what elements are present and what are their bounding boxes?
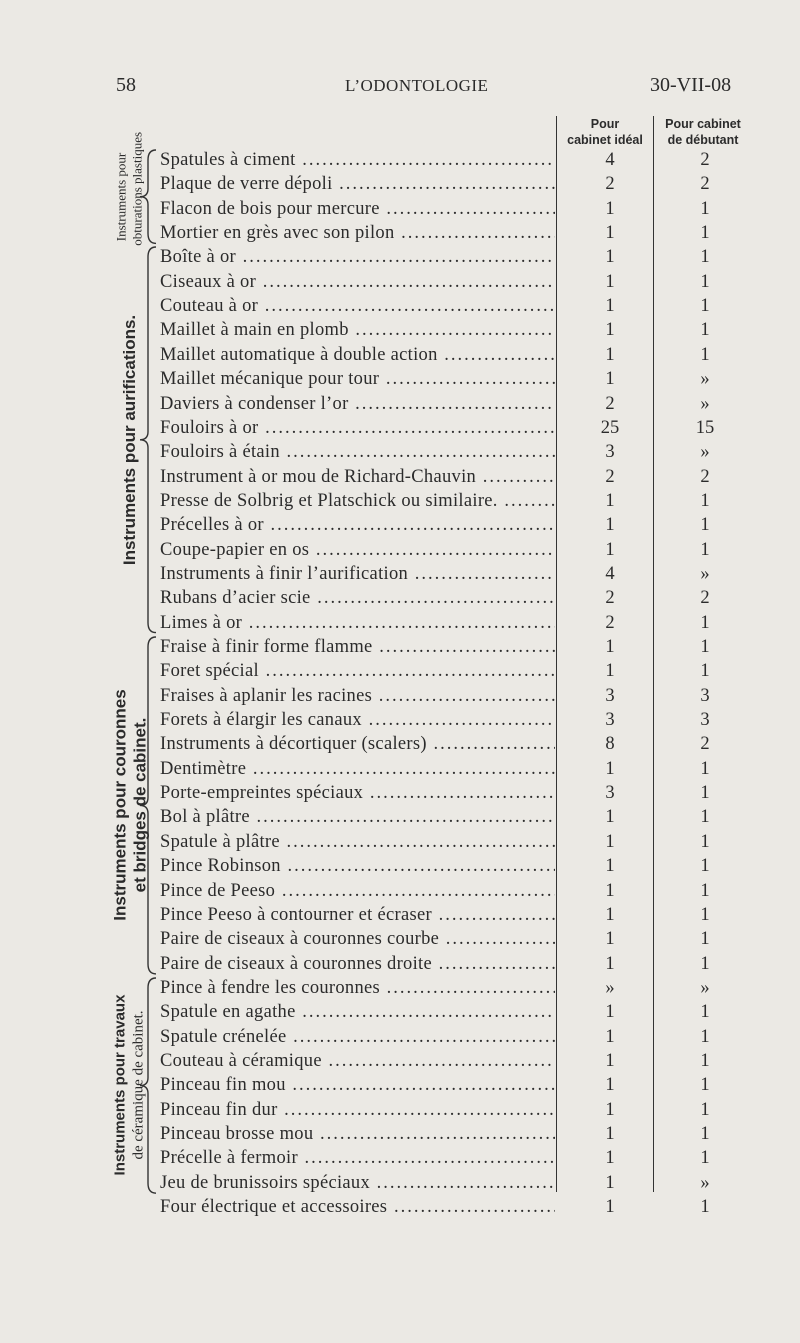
item-label: Spatule en agathe .....	[160, 1000, 555, 1024]
table-row	[160, 562, 750, 586]
qty-ideal: 1	[605, 320, 615, 341]
running-title: L’ODONTOLOGIE	[345, 76, 489, 95]
item-label: Fouloirs à étain .....	[160, 440, 555, 464]
qty-ideal: 3	[605, 710, 615, 731]
qty-debutant: 3	[700, 685, 710, 706]
qty-ideal: 1	[605, 1002, 615, 1023]
qty-ideal: 2	[605, 174, 615, 195]
item-label: Plaque de verre dépoli .....	[160, 172, 555, 196]
table-row	[160, 416, 750, 440]
qty-ideal: 1	[605, 1050, 615, 1071]
table-row	[160, 294, 750, 318]
qty-ideal: 1	[605, 344, 615, 365]
table-row	[160, 732, 750, 756]
qty-ideal: 1	[605, 953, 615, 974]
table-row	[160, 805, 750, 829]
item-label: Instrument à or mou de Richard-Chauvin .....	[160, 465, 555, 489]
table-row	[160, 270, 750, 294]
table-row	[160, 879, 750, 903]
item-label: Limes à or .....	[160, 611, 555, 635]
group-label-line: et bridges de cabinet.	[130, 718, 150, 893]
group-label-line: Instruments pour	[113, 152, 129, 241]
qty-ideal: 3	[605, 685, 615, 706]
qty-debutant: 1	[700, 637, 710, 657]
item-label: Mortier en grès avec son pilon .....	[160, 221, 555, 245]
qty-ideal: 2	[605, 612, 615, 633]
table-row	[160, 245, 750, 269]
group-label	[112, 976, 148, 1195]
table-row	[160, 318, 750, 342]
item-label: Instruments à décortiquer (scalers) .....	[160, 732, 555, 756]
item-label: Four électrique et accessoires .....	[160, 1195, 555, 1219]
item-label: Bol à plâtre .....	[160, 805, 555, 829]
item-label: Maillet à main en plomb .....	[160, 318, 555, 342]
qty-debutant: 2	[700, 174, 710, 195]
item-label: Flacon de bois pour mercure .....	[160, 197, 555, 221]
table-row	[160, 172, 750, 196]
table-row	[160, 952, 750, 976]
qty-ideal: 4	[605, 150, 615, 170]
table-row	[160, 465, 750, 489]
table-row	[160, 976, 750, 1000]
item-label: Fraise à finir forme flamme .....	[160, 635, 555, 659]
qty-ideal: 2	[605, 466, 615, 487]
qty-debutant: 1	[700, 1099, 710, 1120]
qty-ideal: 1	[605, 637, 615, 657]
group-label-line: Instruments pour aurifications.	[120, 315, 139, 566]
issue-date: 30-VII-08	[650, 74, 732, 96]
group-label-line: Instruments pour travaux	[111, 995, 129, 1176]
table-row	[160, 757, 750, 781]
qty-ideal: 1	[605, 296, 615, 317]
table-row	[160, 684, 750, 708]
table-row	[160, 781, 750, 805]
table-row	[160, 440, 750, 464]
table-row	[160, 1122, 750, 1146]
qty-ideal: 1	[605, 880, 615, 901]
table-row	[160, 221, 750, 245]
table-row	[160, 148, 750, 172]
table-row	[160, 586, 750, 610]
qty-ideal: 1	[605, 807, 615, 828]
qty-ideal: 1	[605, 661, 615, 682]
table-row	[160, 1000, 750, 1024]
qty-ideal: 1	[605, 831, 615, 852]
qty-ideal: 1	[605, 223, 615, 244]
qty-debutant: 1	[700, 831, 710, 852]
item-label: Pinceau brosse mou .....	[160, 1122, 555, 1146]
qty-ideal: 1	[605, 1124, 615, 1144]
qty-debutant: 3	[700, 710, 710, 731]
item-label: Ciseaux à or .....	[160, 270, 555, 294]
table-row	[160, 489, 750, 513]
qty-debutant: 1	[700, 344, 710, 365]
qty-ideal: 1	[605, 198, 615, 219]
item-label: Jeu de brunissoirs spéciaux .....	[160, 1171, 555, 1195]
item-label: Paire de ciseaux à couronnes droite .....	[160, 952, 555, 976]
qty-debutant: 1	[700, 929, 710, 950]
qty-debutant: 1	[700, 783, 710, 804]
qty-debutant: 1	[700, 1002, 710, 1023]
qty-ideal: 1	[605, 515, 615, 536]
group-label	[120, 245, 140, 635]
qty-debutant: 1	[700, 490, 710, 511]
qty-debutant: 2	[700, 588, 710, 609]
item-label: Presse de Solbrig et Platschick ou similaire. .....	[160, 489, 555, 513]
qty-ideal: 3	[605, 783, 615, 804]
qty-ideal: 1	[605, 490, 615, 511]
page-number: 58	[116, 74, 136, 96]
table-row	[160, 392, 750, 416]
qty-debutant: 1	[700, 1124, 710, 1144]
item-label: Pince Peeso à contourner et écraser .....	[160, 903, 555, 927]
table-row	[160, 708, 750, 732]
qty-debutant: 1	[700, 904, 710, 925]
qty-ideal: 1	[605, 369, 615, 390]
qty-debutant: 1	[700, 1050, 710, 1071]
qty-debutant: »	[700, 442, 710, 463]
qty-debutant: 1	[700, 758, 710, 779]
item-label: Pince de Peeso .....	[160, 879, 555, 903]
table-row	[160, 1098, 750, 1122]
table-row	[160, 538, 750, 562]
item-label: Rubans d’acier scie .....	[160, 586, 555, 610]
qty-debutant: 1	[700, 807, 710, 828]
qty-debutant: 1	[700, 953, 710, 974]
qty-ideal: 1	[605, 1148, 615, 1169]
qty-debutant: 1	[700, 1148, 710, 1169]
qty-debutant: 1	[700, 661, 710, 682]
qty-debutant: 1	[700, 247, 710, 268]
qty-ideal: 1	[605, 539, 615, 560]
item-label: Précelles à or .....	[160, 513, 555, 537]
qty-ideal: 1	[605, 929, 615, 950]
qty-debutant: 1	[700, 320, 710, 341]
item-label: Fraises à aplanir les racines .....	[160, 684, 555, 708]
qty-debutant: 1	[700, 223, 710, 244]
item-label: Spatule à plâtre .....	[160, 830, 555, 854]
qty-debutant: 1	[700, 296, 710, 317]
item-label: Pinceau fin dur .....	[160, 1098, 555, 1122]
item-label: Coupe-papier en os .....	[160, 538, 555, 562]
qty-debutant: 2	[700, 466, 710, 487]
qty-debutant: 2	[700, 734, 710, 755]
item-label: Spatule crénelée .....	[160, 1025, 555, 1049]
item-label: Daviers à condenser l’or .....	[160, 392, 555, 416]
qty-debutant: 1	[700, 271, 710, 292]
table-row	[160, 611, 750, 635]
item-label: Pince à fendre les couronnes .....	[160, 976, 555, 1000]
table-row	[160, 854, 750, 878]
qty-ideal: 1	[605, 1026, 615, 1047]
qty-ideal: 1	[605, 1099, 615, 1120]
column-header-debutant: Pour cabinet de débutant	[665, 117, 741, 147]
table-row	[160, 513, 750, 537]
qty-ideal: 25	[600, 417, 620, 438]
item-label: Pinceau fin mou .....	[160, 1073, 555, 1097]
qty-ideal: 1	[605, 904, 615, 925]
table-row	[160, 1195, 750, 1219]
qty-debutant: 1	[700, 1197, 710, 1218]
qty-debutant: 1	[700, 1026, 710, 1047]
qty-debutant: 1	[700, 515, 710, 536]
table-row	[160, 343, 750, 367]
table-row	[160, 197, 750, 221]
qty-ideal: 1	[605, 1075, 615, 1096]
qty-debutant: »	[700, 977, 710, 998]
item-label: Instruments à finir l’aurification .....	[160, 562, 555, 586]
qty-debutant: »	[700, 1172, 710, 1193]
qty-ideal: 3	[605, 442, 615, 463]
qty-ideal: 8	[605, 734, 615, 755]
qty-ideal: 1	[605, 758, 615, 779]
item-label: Porte-empreintes spéciaux .....	[160, 781, 555, 805]
qty-ideal: 1	[605, 247, 615, 268]
qty-ideal: 4	[605, 563, 615, 584]
item-label: Foret spécial .....	[160, 659, 555, 683]
qty-ideal: 1	[605, 856, 615, 877]
item-label: Paire de ciseaux à couronnes courbe .....	[160, 927, 555, 951]
qty-debutant: 1	[700, 880, 710, 901]
qty-debutant: 2	[700, 150, 710, 170]
item-label: Fouloirs à or .....	[160, 416, 555, 440]
item-label: Dentimètre .....	[160, 757, 555, 781]
item-label: Boîte à or .....	[160, 245, 555, 269]
item-label: Précelle à fermoir .....	[160, 1146, 555, 1170]
table-row	[160, 1025, 750, 1049]
item-label: Pince Robinson .....	[160, 854, 555, 878]
qty-ideal: 1	[605, 1197, 615, 1218]
column-header-ideal: Pour cabinet idéal	[567, 117, 643, 147]
group-label	[110, 635, 150, 976]
qty-ideal: 2	[605, 393, 615, 414]
qty-ideal: 1	[605, 1172, 615, 1193]
qty-ideal: »	[605, 977, 615, 998]
qty-ideal: 1	[605, 271, 615, 292]
item-label: Couteau à céramique .....	[160, 1049, 555, 1073]
group-label-line: de céramique de cabinet.	[130, 1010, 147, 1161]
table-row	[160, 1146, 750, 1170]
table-row	[160, 903, 750, 927]
table-row	[160, 1049, 750, 1073]
table-row	[160, 830, 750, 854]
qty-debutant: 1	[700, 539, 710, 560]
table-row	[160, 1171, 750, 1195]
item-label: Maillet mécanique pour tour .....	[160, 367, 555, 391]
table-row	[160, 367, 750, 391]
qty-debutant: 1	[700, 198, 710, 219]
table-row	[160, 927, 750, 951]
qty-debutant: »	[700, 369, 710, 390]
group-label	[113, 131, 146, 246]
table-row	[160, 635, 750, 659]
qty-debutant: 1	[700, 856, 710, 877]
item-label: Maillet automatique à double action .....	[160, 343, 555, 367]
qty-debutant: »	[700, 563, 710, 584]
qty-debutant: 1	[700, 612, 710, 633]
item-label: Couteau à or .....	[160, 294, 555, 318]
item-label: Forets à élargir les canaux .....	[160, 708, 555, 732]
group-label-line: Instruments pour couronnes	[110, 689, 130, 922]
item-label: Spatules à ciment .....	[160, 148, 555, 172]
table-row	[160, 1073, 750, 1097]
group-label-line: obturations plastiques	[129, 131, 145, 246]
table-row	[160, 659, 750, 683]
qty-debutant: 15	[695, 417, 715, 438]
qty-debutant: »	[700, 393, 710, 414]
qty-ideal: 2	[605, 588, 615, 609]
qty-debutant: 1	[700, 1075, 710, 1096]
